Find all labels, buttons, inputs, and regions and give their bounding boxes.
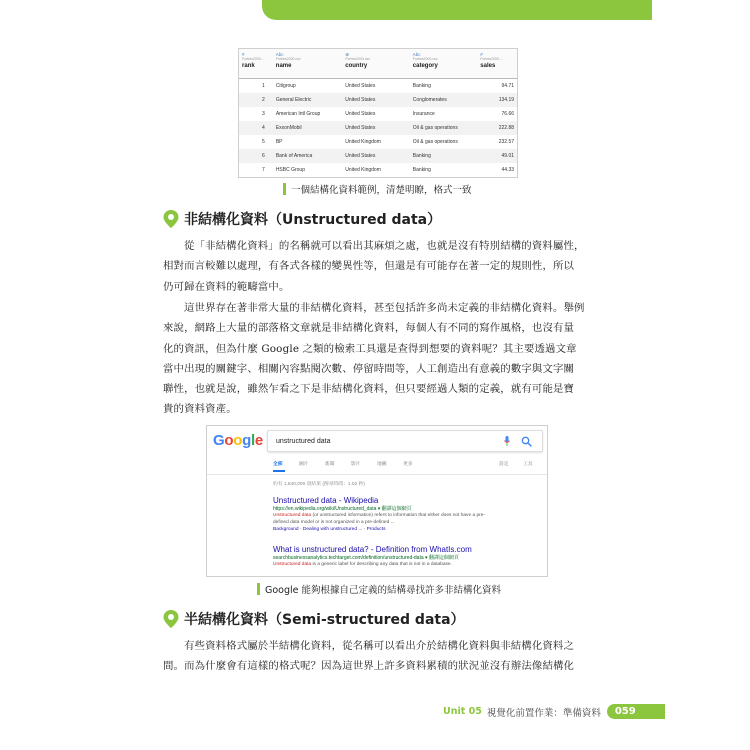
figure-caption-1: 一個結構化資料範例，清楚明瞭，格式一致 bbox=[283, 182, 472, 196]
tab-news[interactable]: 新聞 bbox=[325, 462, 335, 467]
table-cell: BP bbox=[275, 139, 283, 145]
column-header-category: Abc Forbes2000.csv category bbox=[412, 52, 438, 69]
tab-maps[interactable]: 地圖 bbox=[377, 462, 387, 467]
column-header-name: Abc Forbes2000.csv name bbox=[275, 52, 301, 69]
caption-bar bbox=[283, 183, 286, 195]
table-row bbox=[239, 107, 517, 121]
table-header bbox=[239, 49, 517, 79]
table-cell: ExxonMobil bbox=[275, 125, 302, 131]
search-icon[interactable] bbox=[521, 436, 532, 447]
result-url[interactable]: searchbusinessanalytics.techtarget.com/definition/unstructured-data ▾ 翻譯這個網頁 bbox=[273, 555, 459, 561]
page-number: 059 bbox=[607, 704, 665, 719]
table-cell: United States bbox=[345, 97, 376, 103]
section-heading-semi-structured: 半結構化資料（Semi-structured data） bbox=[163, 609, 465, 629]
search-input[interactable]: unstructured data bbox=[267, 430, 543, 452]
tools-link[interactable]: 工具 bbox=[523, 462, 533, 467]
tab-more[interactable]: 更多 bbox=[403, 462, 413, 467]
page-footer bbox=[443, 704, 665, 719]
table-cell: 6 bbox=[262, 153, 265, 159]
paragraph-1: 從「非結構化資料」的名稱就可以看出其麻煩之處，也就是沒有特別結構的資料屬性， 相對而言較難以處理，有各式各樣的變異性等，但還是有可能存在著一定的規則性，所以 仍可歸在資料的範疇當中。 bbox=[163, 240, 585, 293]
table-cell: United States bbox=[345, 83, 376, 89]
paragraph-3: 有些資料格式屬於半結構化資料，從名稱可以看出介於結構化資料與非結構化資料之 間。而為什麼會有這樣的格式呢？因為這世界上許多資料累積的狀況並沒有辦法像結構化 bbox=[163, 640, 575, 673]
result-count: 約有 1,840,000 項結果 (搜尋時間：1.02 秒) bbox=[273, 482, 365, 487]
result-title-link[interactable]: What is unstructured data? - Definition from WhatIs.com bbox=[273, 545, 472, 554]
table-cell: American Intl Group bbox=[275, 111, 321, 117]
column-header-country: ⊕ Forbes2000.csv country bbox=[345, 52, 371, 69]
table-cell: 94.71 bbox=[501, 83, 515, 89]
table-cell: 49.01 bbox=[501, 153, 515, 159]
figure-caption-2: Google 能夠根據自己定義的結構尋找許多非結構化資料 bbox=[257, 582, 501, 596]
table-cell: 4 bbox=[262, 125, 265, 131]
result-sitelinks[interactable]: Background · Dealing with unstructured ... · Products bbox=[273, 527, 386, 532]
location-pin-icon bbox=[163, 210, 179, 228]
divider bbox=[207, 474, 547, 475]
table-row bbox=[239, 135, 517, 149]
table-row bbox=[239, 163, 517, 177]
table-cell: Oil & gas operations bbox=[412, 139, 458, 145]
table-cell: 44.33 bbox=[501, 167, 515, 173]
table-cell: Conglomerates bbox=[412, 97, 447, 103]
table-cell: 3 bbox=[262, 111, 265, 117]
table-cell: HSBC Group bbox=[275, 167, 305, 173]
tab-all[interactable]: 全部 bbox=[273, 462, 283, 467]
table-row bbox=[239, 121, 517, 135]
table-cell: Banking bbox=[412, 83, 431, 89]
paragraph-2: 這世界存在著非常大量的非結構化資料，甚至包括許多尚未定義的非結構化資料。舉例 來說，網路上大量的部落格文章就是非結構化資料，每個人有不同的寫作風格，也沒有量 化的資訊，但為什麼 Google 之類的檢索工具還是查得到想要的資料呢？其主要透過文章 當中出現的關鍵字、相關內容點閱次數、停留時間等，人工創造出有意義的數字與文字關 聯性，也就是說，雖然乍看之下是非結構化資料，但只要經過人類的定義，就有可能是寶 貴的資料資產。 bbox=[163, 302, 585, 416]
table-cell: Citigroup bbox=[275, 83, 296, 89]
table-cell: Banking bbox=[412, 167, 431, 173]
table-cell: Banking bbox=[412, 153, 431, 159]
table-cell: 2 bbox=[262, 97, 265, 103]
table-cell: United States bbox=[345, 125, 376, 131]
table-cell: Bank of America bbox=[275, 153, 313, 159]
tab-images[interactable]: 圖片 bbox=[299, 462, 309, 467]
table-cell: Insurance bbox=[412, 111, 435, 117]
top-accent-bar bbox=[262, 0, 652, 20]
table-cell: 1 bbox=[262, 83, 265, 89]
chapter-title: 視覺化前置作業：準備資料 bbox=[486, 707, 601, 719]
google-logo: Google bbox=[213, 432, 263, 449]
settings-link[interactable]: 設定 bbox=[499, 462, 509, 467]
tab-videos[interactable]: 影片 bbox=[351, 462, 361, 467]
table-row bbox=[239, 149, 517, 163]
table-cell: General Electric bbox=[275, 97, 312, 103]
table-cell: United States bbox=[345, 153, 376, 159]
table-cell: 222.88 bbox=[498, 125, 515, 131]
google-search-screenshot bbox=[206, 425, 548, 577]
result-snippet: Unstructured data (or unstructured information) refers to information that either does not have a pre- bbox=[273, 513, 485, 518]
search-result bbox=[273, 496, 543, 533]
result-snippet-line2: defined data model or is not organized in a pre-defined ... bbox=[273, 519, 395, 525]
microphone-icon[interactable] bbox=[504, 436, 510, 446]
caption-bar bbox=[257, 583, 260, 595]
location-pin-icon bbox=[163, 610, 179, 628]
column-header-rank: # Forbes2000.... rank bbox=[242, 52, 265, 69]
result-title-link[interactable]: Unstructured data - Wikipedia bbox=[273, 496, 379, 505]
table-cell: 232.57 bbox=[498, 139, 515, 145]
table-cell: 134.19 bbox=[498, 97, 515, 103]
column-header-sales: # Forbes2000.... sales bbox=[480, 52, 503, 69]
table-cell: 76.66 bbox=[501, 111, 515, 117]
table-cell: Oil & gas operations bbox=[412, 125, 458, 131]
search-result bbox=[273, 545, 543, 569]
section-heading-unstructured: 非結構化資料（Unstructured data） bbox=[163, 209, 441, 229]
unit-label: Unit 05 bbox=[443, 706, 482, 717]
structured-data-table-figure bbox=[238, 48, 518, 178]
result-url[interactable]: https://en.wikipedia.org/wiki/Unstructured_data ▾ 翻譯這個網頁 bbox=[273, 506, 412, 512]
table-cell: United Kingdom bbox=[345, 139, 381, 145]
table-body bbox=[239, 79, 517, 177]
table-cell: 5 bbox=[262, 139, 265, 145]
active-tab-indicator bbox=[273, 470, 285, 472]
table-row bbox=[239, 79, 517, 93]
table-cell: United States bbox=[345, 111, 376, 117]
table-cell: 7 bbox=[262, 167, 265, 173]
table-cell: United Kingdom bbox=[345, 167, 381, 173]
search-tabs bbox=[273, 460, 541, 474]
result-snippet: Unstructured data is a generic label for describing any data that is not in a database. bbox=[273, 562, 452, 567]
table-row bbox=[239, 93, 517, 107]
